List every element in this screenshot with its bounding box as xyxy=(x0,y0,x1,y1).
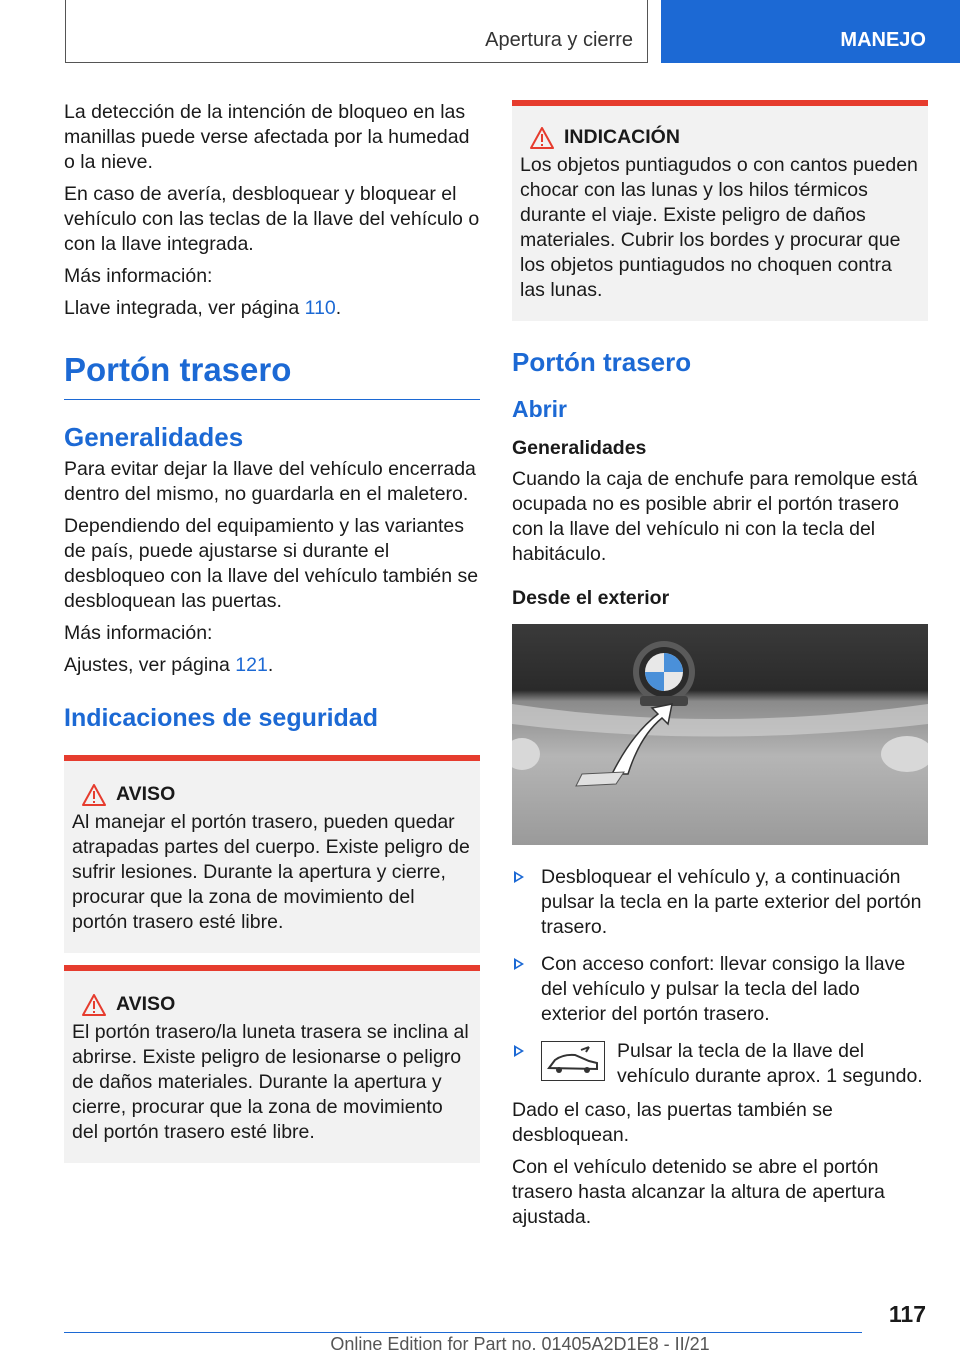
warning-title-text: AVISO xyxy=(116,783,176,805)
bullet-arrow-icon xyxy=(514,958,524,970)
section-heading: Portón trasero xyxy=(64,351,480,400)
more-info-label: Más información: xyxy=(64,265,213,287)
notice-title-text: INDICACIÓN xyxy=(564,126,680,148)
warning-triangle-icon xyxy=(530,127,554,149)
warning-title-text: AVISO xyxy=(116,993,176,1015)
subsection-heading: Generalidades xyxy=(64,422,244,452)
reference-text: Llave integrada, ver página xyxy=(64,297,305,319)
minor-heading: Desde el exterior xyxy=(512,587,670,609)
footer-divider xyxy=(64,1332,862,1333)
body-paragraph: Dado el caso, las puertas también se desbloquean. xyxy=(512,1099,833,1146)
minor-heading: Generalidades xyxy=(512,437,647,459)
warning-box xyxy=(64,965,480,1163)
more-info-label: Más información: xyxy=(64,622,213,644)
warning-triangle-icon xyxy=(82,994,106,1016)
bullet-arrow-icon xyxy=(514,871,524,883)
notice-box xyxy=(512,100,928,321)
list-item xyxy=(512,865,928,940)
page-number: 117 xyxy=(888,1301,926,1327)
tailgate-button-photo xyxy=(512,624,928,845)
notice-text: Los objetos puntiagudos o con cantos pueden chocar con las lunas y los hilos térmicos durante el viaje. Existe peligro de daños materiales. Cubrir los bordes y procurar que los objetos puntiagudos no choquen contra las lunas. xyxy=(520,154,918,301)
reference-text: Ajustes, ver página xyxy=(64,654,236,676)
bullet-arrow-icon xyxy=(514,1045,524,1057)
key-step-row xyxy=(541,1039,928,1089)
list-item xyxy=(512,1039,928,1089)
warning-title xyxy=(82,783,472,806)
intro-paragraph: La detección de la intención de bloqueo en las manillas puede verse afectada por la humedad o la nieve. xyxy=(64,101,470,173)
header-chapter-label: MANEJO xyxy=(840,29,926,51)
step-text: Pulsar la tecla de la llave del vehículo durante aprox. 1 segundo. xyxy=(617,1040,923,1087)
header-section-box xyxy=(65,0,648,63)
footer-edition: Online Edition for Part no. 01405A2D1E8 - II/21 xyxy=(330,1334,710,1354)
header-section-title: Apertura y cierre xyxy=(485,29,633,51)
reference-dot: . xyxy=(335,297,342,319)
reference-dot: . xyxy=(267,654,274,676)
tailgate-key-icon xyxy=(541,1041,605,1081)
step-text: Con acceso confort: llevar consigo la llave del vehículo y pulsar la tecla del lado exterior del portón trasero. xyxy=(541,953,906,1025)
subsection-heading: Abrir xyxy=(512,396,567,422)
list-item xyxy=(512,952,928,1027)
notice-title xyxy=(530,126,920,149)
body-paragraph: Con el vehículo detenido se abre el portón trasero hasta alcanzar la altura de apertura ajustada. xyxy=(512,1156,885,1228)
step-text: Desbloquear el vehículo y, a continuación pulsar la tecla en la parte exterior del portón trasero. xyxy=(541,866,922,938)
subsection-heading: Indicaciones de seguridad xyxy=(64,704,378,732)
body-paragraph: Cuando la caja de enchufe para remolque está ocupada no es posible abrir el portón trasero con la llave del vehículo ni con la tecla del habitáculo. xyxy=(512,468,918,565)
warning-title xyxy=(82,993,472,1016)
page-link[interactable]: 121 xyxy=(235,654,268,676)
warning-box xyxy=(64,755,480,953)
right-column xyxy=(512,100,928,1237)
page-link[interactable]: 110 xyxy=(304,297,336,319)
section-heading: Portón trasero xyxy=(512,347,692,377)
intro-paragraph: En caso de avería, desbloquear y bloquear el vehículo con las teclas de la llave del vehículo o con la llave integrada. xyxy=(64,183,480,255)
body-paragraph: Para evitar dejar la llave del vehículo encerrada dentro del mismo, no guardarla en el maletero. xyxy=(64,458,476,505)
warning-triangle-icon xyxy=(82,784,106,806)
page-reference xyxy=(64,296,480,321)
warning-text: El portón trasero/la luneta trasera se inclina al abrirse. Existe peligro de lesionarse o peligro de daños materiales. Durante la apertura y cierre, procurar que la zona de movimiento del portón trasero esté libre. xyxy=(72,1021,469,1143)
body-paragraph: Dependiendo del equipamiento y las variantes de país, puede ajustarse si durante el desbloqueo con la llave del vehículo también se desbloquean las puertas. xyxy=(64,515,479,612)
warning-text: Al manejar el portón trasero, pueden quedar atrapadas partes del cuerpo. Existe peligro de sufrir lesiones. Durante la apertura y cierre, procurar que la zona de movimiento del portón trasero esté libre. xyxy=(72,811,470,933)
steps-list xyxy=(512,865,928,1089)
page-reference xyxy=(64,653,480,678)
left-column xyxy=(64,100,480,1163)
header-chapter-tab xyxy=(661,0,960,63)
